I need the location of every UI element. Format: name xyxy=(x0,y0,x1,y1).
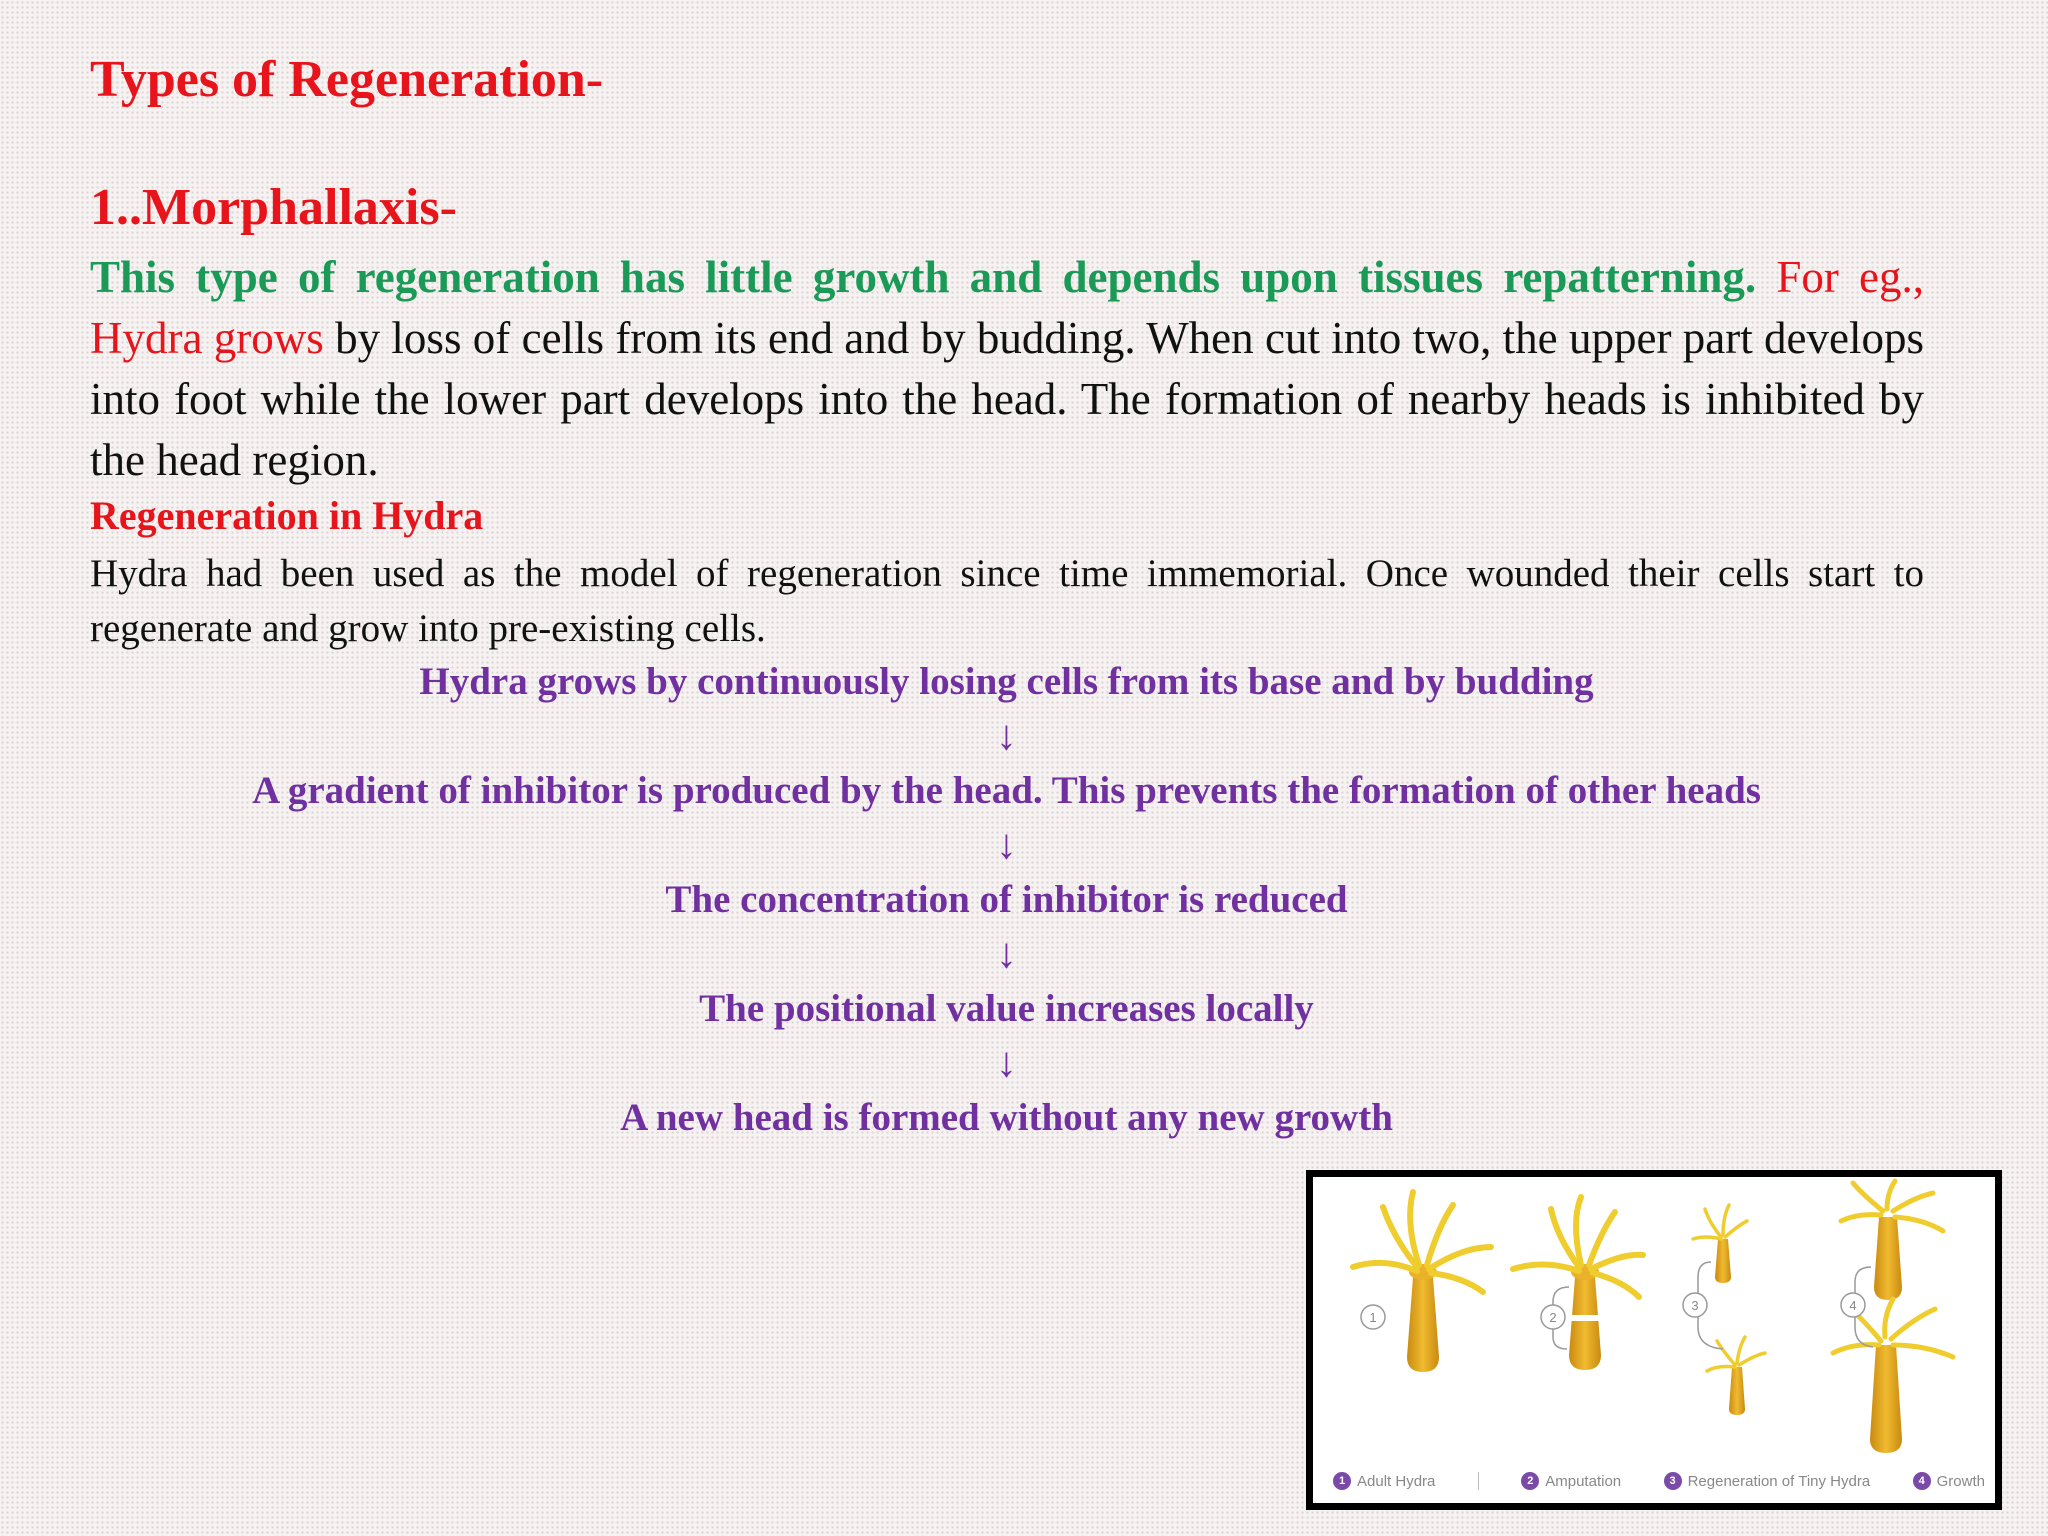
example-phrase: For eg., Hydra grows xyxy=(90,252,1924,363)
legend-item xyxy=(1521,1472,1621,1490)
slide-subtitle: 1..Morphallaxis- xyxy=(90,179,457,236)
flow-step-1: Hydra grows by continuously losing cells from its base and by budding xyxy=(419,660,1594,703)
example-text-last: formation of nearby heads is inhibited by the head region. xyxy=(90,374,1924,485)
flow-step-2: A gradient of inhibitor is produced by the head. This prevents the formation of other heads xyxy=(252,769,1761,812)
legend-label: Growth xyxy=(1936,1472,1985,1490)
example-text: by loss of cells from its end and by budding. When cut into two, the upper part develops into foot while the lower part develops into the head. The xyxy=(90,313,1924,424)
section-text: Hydra had been used as the model of regeneration since time immemorial. Once wounded their cells start to regenerate and grow into pre-existing cells. xyxy=(90,552,1924,650)
hydra-regeneration-figure xyxy=(1306,1170,2002,1510)
legend-label: Adult Hydra xyxy=(1357,1472,1436,1490)
morphallaxis-paragraph xyxy=(90,247,1924,491)
down-arrow-icon: ↓ xyxy=(996,931,1017,977)
legend-divider xyxy=(1478,1472,1479,1490)
step-number-3: 3 xyxy=(1691,1298,1699,1313)
flowchart xyxy=(0,655,2013,1145)
amputated-hydra-icon xyxy=(1513,1197,1643,1370)
step-number-2: 2 xyxy=(1549,1310,1557,1325)
flow-step-4: The positional value increases locally xyxy=(699,987,1314,1030)
section-title: Regeneration in Hydra xyxy=(90,493,484,538)
slide-title: Types of Regeneration- xyxy=(90,51,604,108)
step-number-1: 1 xyxy=(1369,1310,1377,1325)
legend-label: Regeneration of Tiny Hydra xyxy=(1687,1472,1871,1490)
legend-badge: 2 xyxy=(1521,1472,1539,1490)
step-number-4: 4 xyxy=(1849,1298,1857,1313)
legend-item xyxy=(1333,1472,1435,1490)
flow-step-3: The concentration of inhibitor is reduced xyxy=(665,878,1348,921)
legend-item xyxy=(1664,1472,1871,1490)
down-arrow-icon: ↓ xyxy=(996,1040,1017,1086)
down-arrow-icon: ↓ xyxy=(996,713,1017,759)
legend-badge: 3 xyxy=(1664,1472,1682,1490)
adult-hydra-icon xyxy=(1353,1192,1491,1372)
down-arrow-icon: ↓ xyxy=(996,822,1017,868)
legend-label: Amputation xyxy=(1545,1472,1622,1490)
flow-step-5: A new head is formed without any new growth xyxy=(620,1096,1393,1139)
figure-legend xyxy=(1333,1469,1985,1493)
legend-badge: 1 xyxy=(1333,1472,1351,1490)
hydra-illustration xyxy=(1313,1177,1995,1503)
definition-sentence: This type of regeneration has little growth and depends upon tissues repatterning. xyxy=(90,252,1757,302)
legend-item xyxy=(1913,1472,1985,1490)
legend-badge: 4 xyxy=(1913,1472,1931,1490)
